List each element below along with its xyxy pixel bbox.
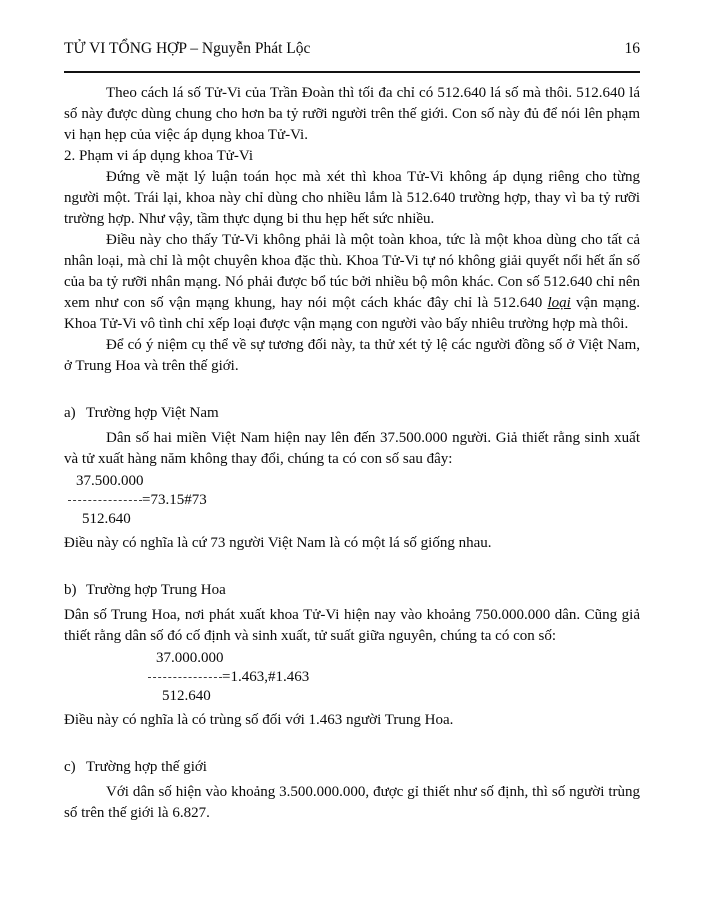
fraction-numerator: 37.500.000 bbox=[76, 473, 144, 489]
paragraph-intro-1: Theo cách lá số Tử-Vi của Trần Đoàn thì tối đa chỉ có 512.640 lá số mà thôi. 512.640 lá số này được dùng chung cho hơn ba tỷ rưỡi người trên thế giới. Con số này đủ để nói lên phạm vi hạn hẹp của việc áp dụng khoa Tử-Vi. bbox=[64, 85, 640, 143]
case-heading-trunghoa bbox=[64, 580, 640, 601]
page-header bbox=[64, 38, 640, 59]
running-title: TỬ VI TỔNG HỢP – Nguyễn Phát Lộc bbox=[64, 40, 311, 57]
fraction-bar bbox=[68, 500, 142, 501]
case-body-vietnam: Dân số hai miền Việt Nam hiện nay lên đến 37.500.000 người. Giả thiết rằng sinh xuất và tử xuất hàng năm không thay đổi, chúng ta có con số sau đây: bbox=[64, 430, 640, 467]
paragraph-intro-4: Để có ý niệm cụ thể về sự tương đối này, ta thử xét tỷ lệ các người đồng số ở Việt Nam, ở Trung Hoa và trên thế giới. bbox=[64, 337, 640, 374]
case-heading-thegioi bbox=[64, 757, 640, 778]
section-heading-2: 2. Phạm vi áp dụng khoa Tử-Vi bbox=[64, 148, 254, 164]
page-number: 16 bbox=[624, 40, 640, 57]
case-conclusion-vietnam: Điều này có nghĩa là cứ 73 người Việt Nam là có một lá số giống nhau. bbox=[64, 535, 492, 551]
case-label-b: b) bbox=[64, 582, 77, 598]
header-rule bbox=[64, 71, 640, 73]
fraction-numerator: 37.000.000 bbox=[156, 650, 224, 666]
paragraph-intro-2: Đứng về mặt lý luận toán học mà xét thì khoa Tử-Vi không áp dụng riêng cho từng người một. Trái lại, khoa này chỉ dùng cho nhiều lắm là 512.640 trường hợp, thay vì ba tỷ rưỡi trường hợp. Như vậy, tầm thực dụng bi thu hẹp hết sức nhiều. bbox=[64, 169, 640, 227]
case-label-c: c) bbox=[64, 759, 76, 775]
fraction-trunghoa bbox=[148, 649, 640, 706]
paragraph-intro-3-after: vận mạng. Khoa Tử-Vi vô tình chỉ xếp loại được vận mạng con người vào bấy nhiêu trường hợp mà thôi. bbox=[64, 295, 640, 332]
fraction-result: =73.15#73 bbox=[142, 492, 207, 508]
paragraph-intro-3 bbox=[64, 230, 640, 335]
case-title-trunghoa: Trường hợp Trung Hoa bbox=[86, 582, 226, 598]
case-title-vietnam: Trường hợp Việt Nam bbox=[86, 405, 219, 421]
fraction-vietnam bbox=[68, 472, 640, 529]
fraction-denominator: 512.640 bbox=[82, 511, 131, 527]
emphasized-word: loại bbox=[547, 295, 571, 311]
case-body-trunghoa: Dân số Trung Hoa, nơi phát xuất khoa Tử-Vi hiện nay vào khoảng 750.000.000 dân. Cũng giả thiết rằng dân số đó cố định và sinh xuất, tử suất giữa nguyên, chúng ta có con số: bbox=[64, 607, 640, 644]
fraction-bar bbox=[148, 677, 222, 678]
case-conclusion-trunghoa: Điều này có nghĩa là có trùng số đối với 1.463 người Trung Hoa. bbox=[64, 712, 454, 728]
fraction-result: =1.463,#1.463 bbox=[222, 669, 310, 685]
case-label-a: a) bbox=[64, 405, 76, 421]
fraction-denominator: 512.640 bbox=[162, 688, 211, 704]
fraction-bar-row bbox=[68, 491, 640, 510]
case-title-thegioi: Trường hợp thế giới bbox=[86, 759, 207, 775]
case-heading-vietnam bbox=[64, 403, 640, 424]
paragraph-intro-3-before: Điều này cho thấy Tử-Vi không phải là một toàn khoa, tức là một khoa dùng cho tất cả nhân loại, mà chỉ là một chuyên khoa đặc thù. Khoa Tử-Vi tự nó không giải quyết nổi hết ẩn số của ba tỷ rưỡi nhân mạng. Nó phải được bổ túc bởi nhiều bộ môn khác. Con số 512.640 chỉ nên xem như con số vận mạng khung, hay nói một cách khác đây chỉ là 512.640 bbox=[64, 232, 640, 311]
fraction-bar-row bbox=[148, 668, 640, 687]
case-body-thegioi: Với dân số hiện vào khoảng 3.500.000.000, được gỉ thiết như số định, thì số người trùng số trên thế giới là 6.827. bbox=[64, 784, 640, 821]
